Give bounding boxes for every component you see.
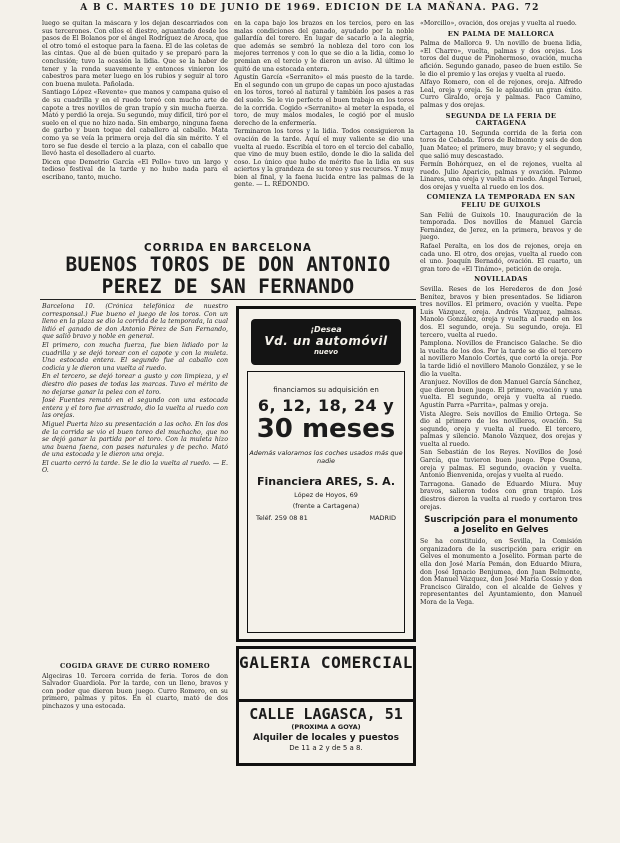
subscription-title: Suscripción para el monumento a Joselito en Gelves [424, 515, 578, 536]
column-3 [420, 20, 582, 840]
ad-address-note: (frente a Cartagena) [292, 502, 360, 510]
paragraph: Tarragona. Ganado de Eduardo Miura. Muy bravos, salieron todos con gran trapío. Los diestros dieron la vuelta al ruedo y cortaron tres orejas. [420, 480, 582, 511]
ad-financing-text: financiamos su adquisición en [273, 386, 379, 394]
paragraph: Rafael Peralta, en los dos de rejones, oreja en cada uno. El otro, dos orejas, vuelta al ruedo con el uno. Joaquín Bernadó, ovación. El cuarto, un gran toro de «El Tinámo», petición de oreja. [420, 243, 582, 273]
article-headline: BUENOS TOROS DE DON ANTONIO PEREZ DE SAN FERNANDO [65, 253, 391, 298]
ad-address: López de Hoyos, 69 [294, 491, 358, 499]
paragraph: Barcelona 10. (Crónica telefónica de nuestro corresponsal.) Fue bueno el juego de los toros. Con un lleno en la plaza se dio la corrida de la temporada, la cual lidió el ganado de don Antonio Pérez de San Fernando, que salió bravo y noble en general. [42, 303, 228, 341]
finance-advertisement [236, 306, 416, 642]
section-heading: SEGUNDA DE LA FERIA DE CARTAGENA [445, 111, 557, 128]
paragraph: Agustín García «Serranito» el más puesto de la tarde. En el segundo con un grupo de capas un poco ajustadas en los toros, toreó al natural y también los pases a ras del suelo. Se le vio perfecto el buen trabajo en los toros de la corrida. Cogido «Serranito» al meter la espada, el toro, de muy malos modales, le cogió por el muslo derecho de la enfermería. [234, 74, 414, 127]
paragraph: Miguel Puerta hizo su presentación a las ocho. En los dos de la corrida se vio el buen toreo del muchacho, que no se dejó ganar la partida por el toro. Con la muleta hizo una buena faena, con pases naturales y de pecho. Mató de una estocada y le dieron una oreja. [42, 420, 228, 459]
paragraph: Vista Alegre. Seis novillos de Emilio Ortega. Se dio al primero de los novilleros, ovación. Su segundo, oreja y vuelta al ruedo. El tercero, palmas y silencio. Manolo Vázquez, dos orejas y vuelta al ruedo. [420, 410, 582, 448]
column-2-top [234, 20, 414, 242]
article-kicker: CORRIDA EN BARCELONA [143, 242, 313, 254]
ad-body [247, 371, 405, 633]
gallery-near: (PROXIMA A GOYA) [291, 723, 361, 731]
paragraph: Dicen que Demetrio García «El Pollo» tuvo un largo y tedioso festival de la tarde y no hubo nada para el escribano, tanto, mucho. [42, 158, 228, 181]
section-heading: COGIDA GRAVE DE CURRO ROMERO [59, 662, 211, 670]
section-heading: NOVILLADAS [474, 275, 528, 284]
headline-rule [40, 299, 416, 300]
column-1-top [42, 20, 228, 242]
paragraph: Se ha constituido, en Sevilla, la Comisión organizadora de la suscripción para erigir en Gelves el monumento a Joselito. Forman parte de ella don José María Pemán, don Eduardo Miura, don José Ignacio Benjumea, don Juan Belmonte, don Manuel Vázquez, don José María Cossío y don Francisco Giraldo, con el alcalde de Gelves y representantes del Ayuntamiento, don Manuel Mora de la Vega. [420, 538, 582, 606]
ad-used-cars-text: Además valoramos los coches usados más que nadie [249, 449, 403, 465]
paragraph: El primero, con mucha fuerza, fue bien lidiado por la cuadrilla y se dejó torear con el capote y con la muleta. Una estocada entera. El segundo fue al caballo con codicia y le dieron una vuelta al ruedo. [42, 341, 228, 372]
page-header: A B C. MARTES 10 DE JUNIO DE 1969. EDICION DE LA MAÑANA. PAG. 72 [80, 3, 540, 13]
paragraph: en la capa bajo los brazos en los tercios, pero en las malas condiciones del ganado, ayudado por la noble gallardía del torero. En lugar de sacarlo a la alegría, que además se sembró la nobleza del toro con los mejores terrenos y con lo que se dio a la lidia, como lo premian en el tercio y le dieron un aviso. Al último le quitó de una estocada entera. [234, 20, 414, 73]
ad-banner [251, 319, 401, 365]
gallery-title: GALERIA COMERCIAL [239, 653, 413, 672]
ad-contact-row [248, 514, 404, 522]
paragraph: El cuarto cerró la tarde. Se le dio la vuelta al ruedo. — E. O. [42, 459, 228, 475]
gallery-hours: De 11 a 2 y de 5 a 8. [289, 744, 363, 752]
section-heading: EN PALMA DE MALLORCA [447, 29, 555, 38]
paragraph: San Sebastián de los Reyes. Novillos de José García, que tuvieron buen juego. Pepe Osuna, oreja y palmas. El segundo, ovación y vuelta. Antonio Bienvenida, orejas y vuelta al ruedo. [420, 449, 582, 480]
paragraph: Sevilla. Reses de los Herederos de don José Benítez, bravos y bien presentados. Se lidiaron tres novillos. El primero, ovación y vuelta. Pepe Luis Vázquez, oreja. Andrés Vázquez, palmas. Manolo González, oreja y vuelta al ruedo en los dos. El segundo, oreja. Su segundo, oreja. El tercero, vuelta al ruedo. [420, 286, 582, 339]
ad-months: 30 meses [256, 414, 396, 444]
paragraph: Cartagena 10. Segunda corrida de la feria con toros de Cebada. Toros de Belmonte y seis de don Juan Mateo; el primero, muy bravo; y el segundo, que salió muy descastado. [420, 129, 582, 160]
paragraph: luego se quitan la máscara y los dejan descarriados con sus tercerones. Con ellos el diestro, aguantado desde los pasos de El Bolanos por el ángel Rodríguez de Aroca, que el otro tomó el estoque para la faena. El de las coletas de las cintas. Que al de buen quitado y se preparó para la conclusión; tuvo la ocasión la lidia. Que se la haber de tener y la ronda suavemente y entonces vinieron los cabestros para meter luego en los rubios y seguir al toro con buena muleta. Pañolada. [42, 20, 228, 88]
paragraph: Terminaron los toros y la lidia. Todos consiguieron la ovación de la tarde. Aquí el muy valiente se dio una vuelta al ruedo. Escribía el toro en el tercio del caballo, que vino de muy buen estilo, donde le dio la salida del coso. Lo único que hubo de mérito fue la lidia en sus aciertos y la grandeza de su toreo y sus recursos. Y muy bien al final, y la faena lucida entre las palmas de la gente. — L. REDONDO. [234, 128, 414, 189]
paragraph: «Morcillo», ovación, dos orejas y vuelta al ruedo. [420, 20, 577, 27]
paragraph: José Fuentes remató en el segundo con una estocada entera y el toro fue arrastrado, dio la vuelta al ruedo con las orejas. [42, 397, 228, 420]
section-heading: COMIENZA LA TEMPORADA EN SAN FELIU DE GUIXOLS [426, 193, 576, 210]
paragraph: Pamplona. Novillos de Francisco Galache. Se dio la vuelta de los dos. Por la tarde se dio el tercero al novillero Manolo Cortés, que cortó la oreja. Por la tarde lidió el novillero Manolo González, y se le dio la vuelta. [420, 340, 582, 378]
banner-mid: Vd. un automóvil [264, 334, 388, 348]
column-1-bottom [42, 660, 228, 840]
gallery-frame [236, 646, 416, 766]
column-1-story [42, 303, 228, 658]
paragraph: Aranjuez. Novillos de don Manuel García Sánchez, que dieron buen juego. El primero, ovación y una vuelta. El segundo, oreja y vuelta al ruedo. Agustín Parra «Parrita», palmas y oreja. [420, 379, 582, 409]
ad-terms: 6, 12, 18, 24 y [257, 396, 395, 415]
ad-company: Financiera ARES, S. A. [256, 475, 396, 488]
paragraph: Alfayo Romero, con el de rejones, oreja. Alfredo Leal, oreja y oreja. Se le aplaudió un gran éxito. Curro Giraldo, oreja y palmas. Paco Camino, palmas y dos orejas. [420, 79, 582, 109]
gallery-street: CALLE LAGASCA, 51 [249, 705, 403, 723]
paragraph: En el tercero, se dejó torear a gusto y con limpieza, y el diestro dio pases de todas las marcas. Tuvo el mérito de no dejarse ganar la pelea con el toro. [42, 373, 228, 396]
paragraph: Algeciras 10. Tercera corrida de feria. Toros de don Salvador Guardiola. Por la tarde, con un lleno, bravos y con poder que dieron buen juego. Curro Romero, en su primero, palmas y pitos. En el cuarto, mató de dos pinchazos y una estocada. [42, 672, 228, 710]
gallery-rental: Alquiler de locales y puestos [253, 733, 399, 743]
paragraph: Palma de Mallorca 9. Un novillo de buena lidia, «El Charro», vuelta, palmas y dos orejas. Los toros del duque de Pinohermoso, ovación, mucha afición. Segundo ganado, paseo de buen estilo. Se le dio el premio y las orejas y vuelta al ruedo. [420, 40, 582, 78]
paragraph: Fermín Bohórquez, en el de rejones, vuelta al ruedo. Julio Aparicio, palmas y ovación. Palomo Linares, una oreja y vuelta al ruedo. Ángel Teruel, dos orejas y vuelta al ruedo en los dos. [420, 161, 582, 191]
paragraph: San Feliú de Guixols 10. Inauguración de la temporada. Dos novillos de Manuel García Fernández, de Jerez, en la primera, bravos y de juego. [420, 211, 582, 242]
ad-city: MADRID [369, 514, 396, 522]
paragraph: Santiago López «Revente» que manos y campana quiso el de su cuadrilla y en el ruedo toreó con mucho arte de capote a tres novillos de gran trapío y sin mucha fuerza. Mató y perdió la oreja. Su segundo, muy difícil, tiró por el suelo en el que no hizo nada. Sin embargo, ninguna faena de garbo y buen toque del caballero al caballo. Mata como ya se veía la primera oreja del día sin mérito. Y el toro se fue desde el tercio a la plaza, con el caballo que llevó hasta el desolladero al cuarto. [42, 89, 228, 158]
banner-bottom: nuevo [313, 348, 339, 356]
banner-top: ¡Desea [310, 325, 342, 334]
ad-phone: Teléf. 259 08 81 [256, 514, 308, 522]
